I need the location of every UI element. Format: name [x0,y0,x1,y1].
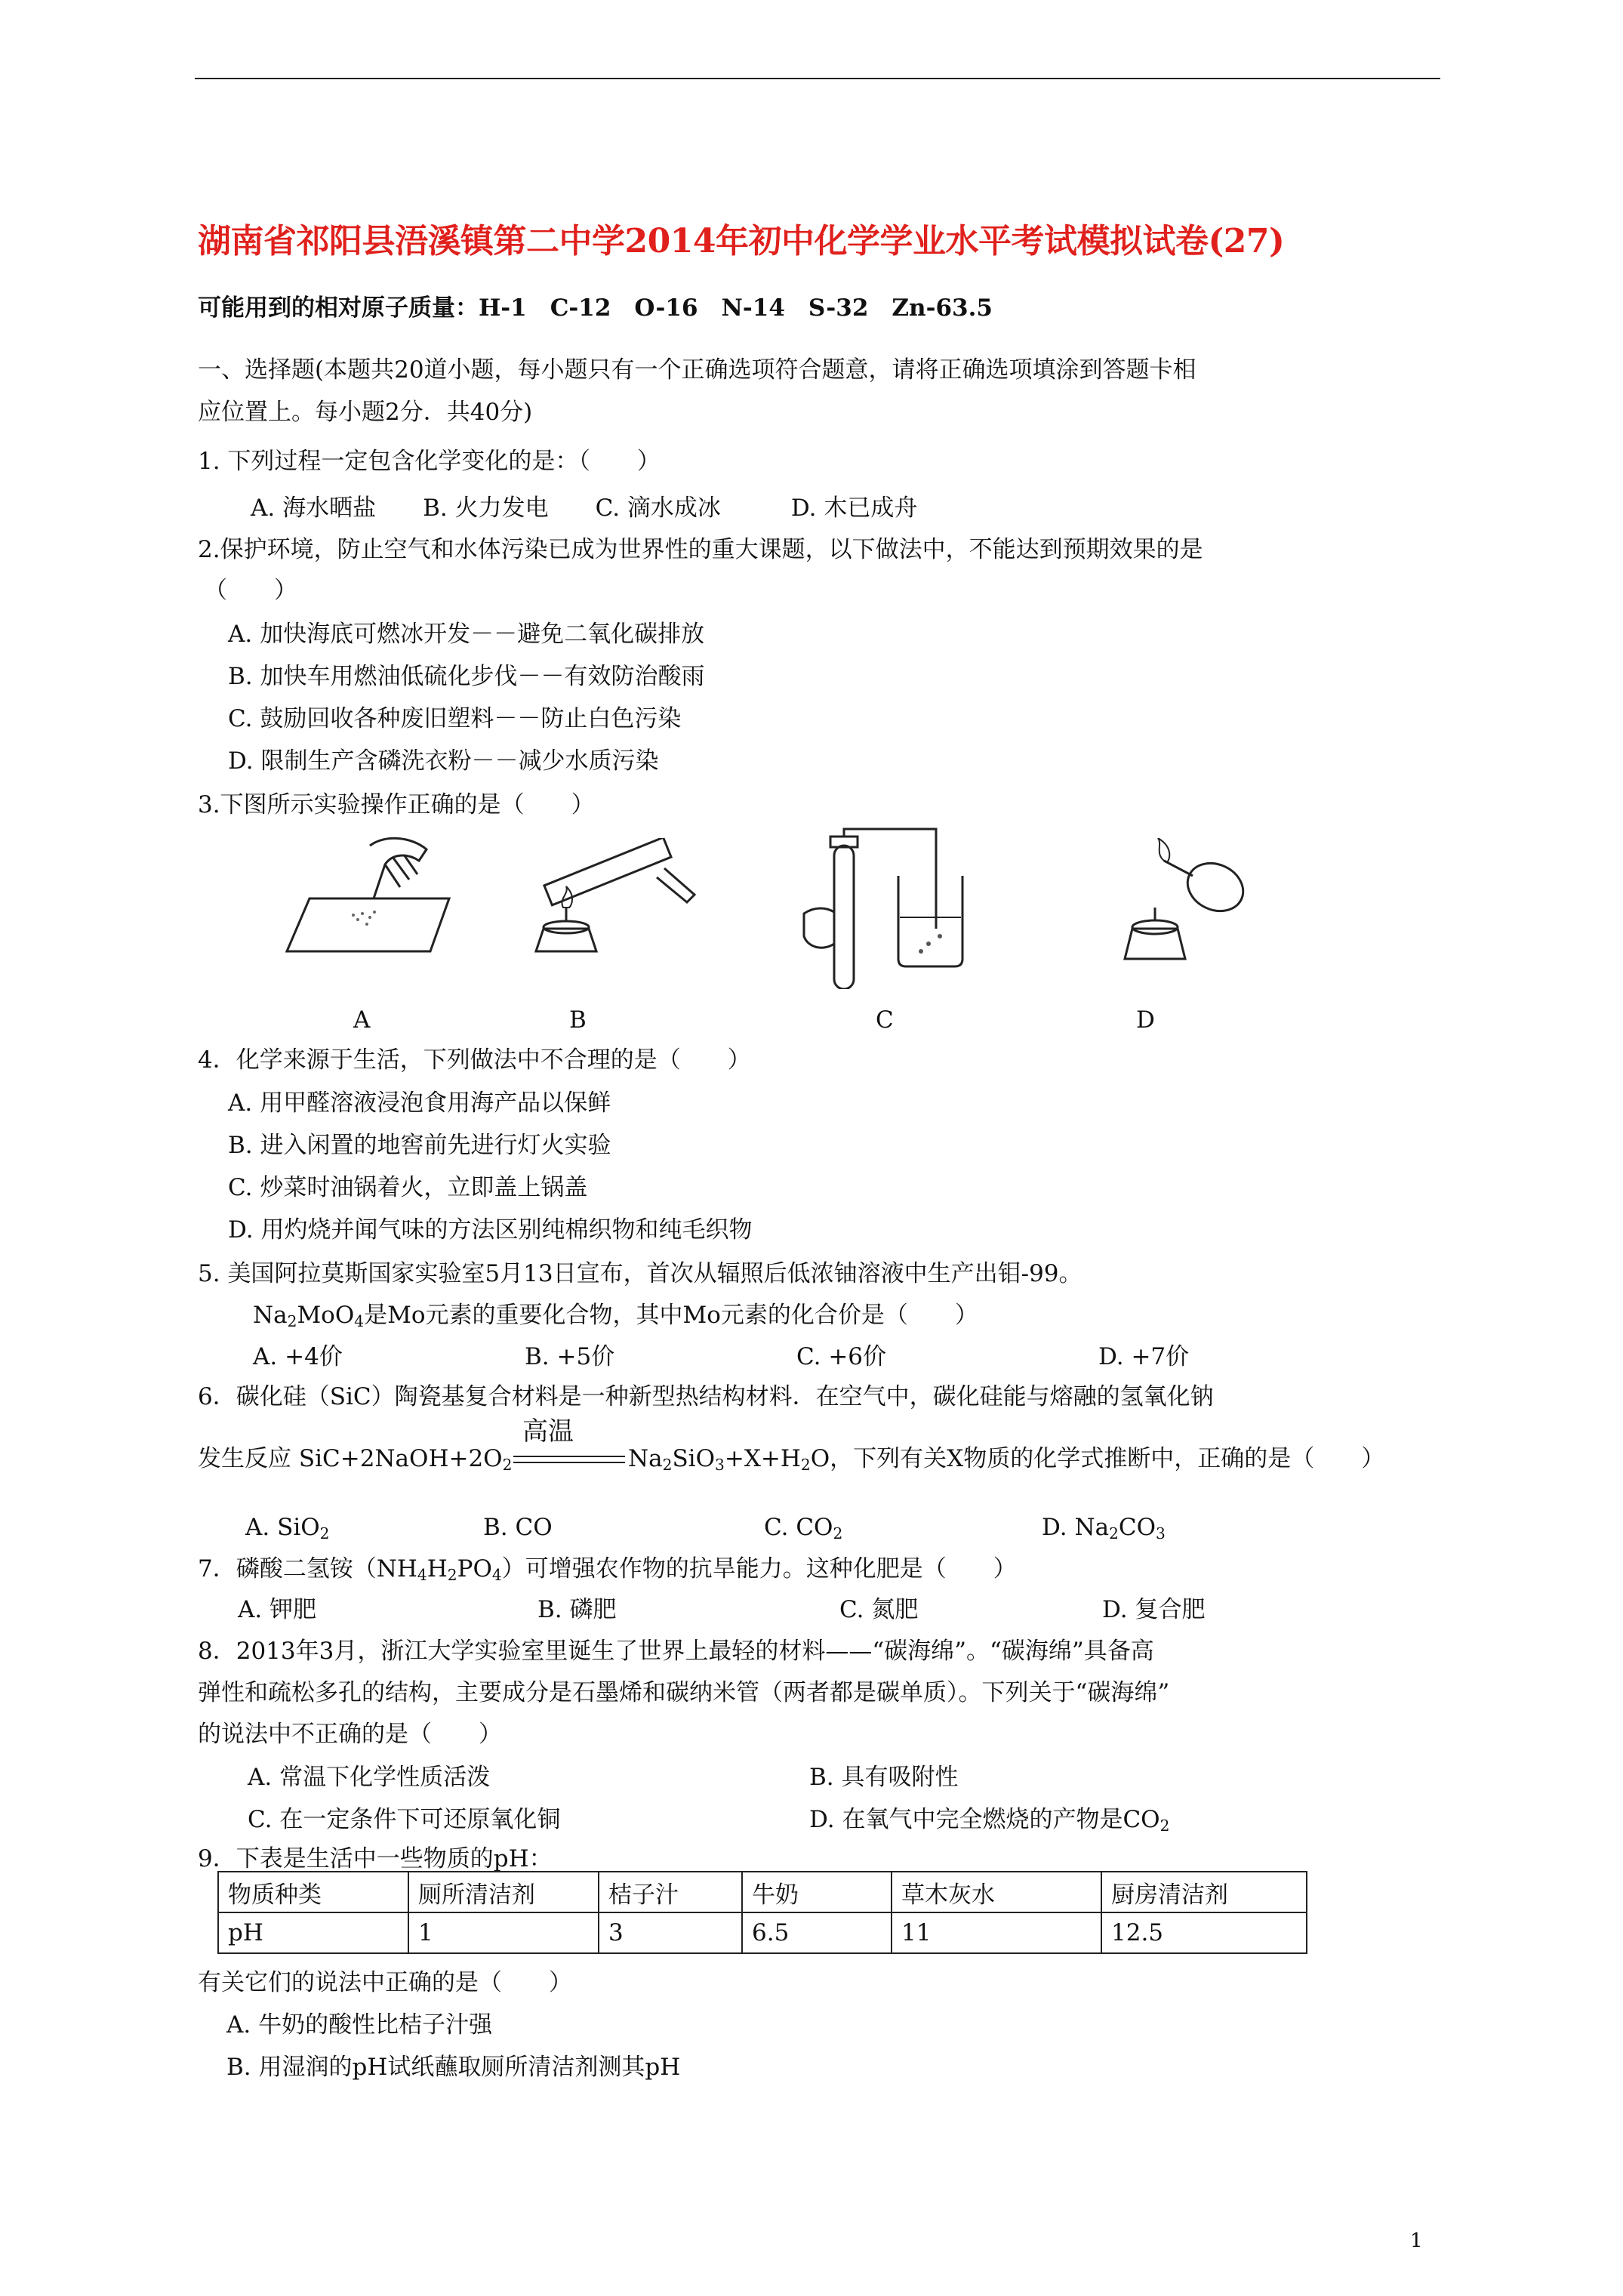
q5-option-d: D. +7价 [1098,1343,1190,1370]
table-header-cell: 桔子汁 [599,1872,742,1912]
q5-stem-2: $Na_2MoO_4$是Mo元素的重要化合物，其中Mo元素的化合价是（ ） [253,1302,978,1331]
q8-stem-1: 8．2013年3月，浙江大学实验室里诞生了世界上最轻的材料——“碳海绵”。“碳海绵”具备高 [198,1638,1154,1665]
q2-option-b: B. 加快车用燃油低硫化步伐－－有效防治酸雨 [228,663,705,690]
q1-stem: 1. 下列过程一定包含化学变化的是：（ ） [198,448,661,475]
table-header-cell: 厨房清洁剂 [1101,1872,1307,1912]
q8-stem-3: 的说法中不正确的是（ ） [198,1721,502,1748]
q6-condition: 高温 [522,1416,574,1447]
ph-table [217,1871,1307,1954]
q8-option-a: A. 常温下化学性质活泼 [248,1764,491,1791]
q2-option-d: D. 限制生产含磷洗衣粉－－减少水质污染 [228,747,659,775]
header-rule [195,78,1440,79]
page-number: 1 [1410,2230,1423,2252]
q1-options: A. 海水晒盐 B. 火力发电 C. 滴水成冰 D. 木已成舟 [251,495,918,522]
section-instructions-2: 应位置上。每小题2分．共40分) [198,399,533,426]
q6-equals-sign [513,1456,625,1463]
table-row [218,1912,1307,1953]
q3-stem: 3.下图所示实验操作正确的是（ ） [198,791,595,818]
q8-stem-2: 弹性和疏松多孔的结构，主要成分是石墨烯和碳纳米管（两者都是碳单质）。下列关于“碳海绵” [198,1679,1170,1706]
figure-label-d: D [1136,1006,1155,1034]
q6-option-b: B. CO [483,1514,553,1541]
q7-option-c: C. 氮肥 [839,1596,919,1623]
figure-b-image [513,838,710,966]
q4-option-d: D. 用灼烧并闻气味的方法区别纯棉织物和纯毛织物 [228,1216,753,1244]
q7-option-a: A. 钾肥 [238,1596,317,1623]
figure-label-b: B [569,1006,587,1034]
figure-a-image [279,831,460,959]
q2-option-c: C. 鼓励回收各种废旧塑料－－防止白色污染 [228,705,682,732]
page-title: 湖南省祁阳县浯溪镇第二中学2014年初中化学学业水平考试模拟试卷(27) [198,222,1285,260]
q8-option-c: C. 在一定条件下可还原氧化铜 [248,1806,561,1833]
table-cell: pH [218,1912,408,1953]
q5-stem: 5. 美国阿拉莫斯国家实验室5月13日宣布，首次从辐照后低浓铀溶液中生产出钼-99。 [198,1260,1083,1287]
figure-label-a: A [353,1006,371,1034]
table-header-cell: 牛奶 [742,1872,892,1912]
q8-option-b: B. 具有吸附性 [809,1764,959,1791]
q9-stem: 9．下表是生活中一些物质的pH： [198,1845,553,1872]
figure-c-image [800,823,966,989]
table-header-cell: 草木灰水 [892,1872,1101,1912]
q5-option-c: C. +6价 [796,1343,887,1370]
table-cell: 3 [599,1912,742,1953]
q6-option-d: D. $Na_2CO_3$ [1042,1514,1166,1543]
q6-equation-left: 发生反应 $SiC+2NaOH+2O_2$ [198,1445,513,1475]
q6-equation-right: $Na_2SiO_3+X+H_2O$，下列有关X物质的化学式推断中，正确的是（ ） [628,1445,1385,1475]
section-instructions-1: 一、选择题(本题共20道小题，每小题只有一个正确选项符合题意，请将正确选项填涂到答题卡相 [198,356,1196,384]
table-cell: 12.5 [1101,1912,1307,1953]
table-header-cell: 厕所清洁剂 [408,1872,599,1912]
table-cell: 11 [892,1912,1101,1953]
q7-option-b: B. 磷肥 [537,1596,617,1623]
q9-option-a: A. 牛奶的酸性比桔子汁强 [226,2011,493,2039]
figure-label-c: C [876,1006,894,1034]
q7-stem: 7．磷酸二氢铵$(NH_4H_2PO_4)$可增强农作物的抗旱能力。这种化肥是（ ） [198,1555,1017,1585]
q5-option-a: A. +4价 [253,1343,343,1370]
atomic-masses: 可能用到的相对原子质量：H-1 C-12 O-16 N-14 S-32 Zn-63.5 [198,294,993,322]
q2-stem: 2.保护环境，防止空气和水体污染已成为世界性的重大课题，以下做法中，不能达到预期效果的是 [198,536,1203,563]
table-header-cell: 物质种类 [218,1872,408,1912]
q4-option-c: C. 炒菜时油锅着火，立即盖上锅盖 [228,1174,588,1201]
q6-option-c: C. $CO_2$ [764,1514,843,1543]
q4-option-b: B. 进入闲置的地窖前先进行灯火实验 [228,1132,611,1159]
q7-option-d: D. 复合肥 [1102,1596,1206,1623]
q6-stem: 6．碳化硅（SiC）陶瓷基复合材料是一种新型热结构材料．在空气中，碳化硅能与熔融的氢氧化钠 [198,1383,1214,1410]
q2-option-a: A. 加快海底可燃冰开发－－避免二氧化碳排放 [228,621,705,648]
q6-option-a: A. SiO$_2$ [245,1514,330,1543]
q5-option-b: B. +5价 [525,1343,615,1370]
table-cell: 1 [408,1912,599,1953]
figure-d-image [1110,838,1261,974]
q9-question: 有关它们的说法中正确的是（ ） [198,1969,572,1996]
q4-stem: 4．化学来源于生活，下列做法中不合理的是（ ） [198,1046,751,1074]
q9-option-b: B. 用湿润的pH试纸蘸取厕所清洁剂测其pH [226,2054,681,2081]
table-header-row [218,1872,1307,1912]
q8-option-d: D. 在氧气中完全燃烧的产物是$CO_2$ [809,1806,1170,1835]
q4-option-a: A. 用甲醛溶液浸泡食用海产品以保鲜 [228,1089,611,1117]
q2-paren: （ ） [204,577,297,604]
table-cell: 6.5 [742,1912,892,1953]
